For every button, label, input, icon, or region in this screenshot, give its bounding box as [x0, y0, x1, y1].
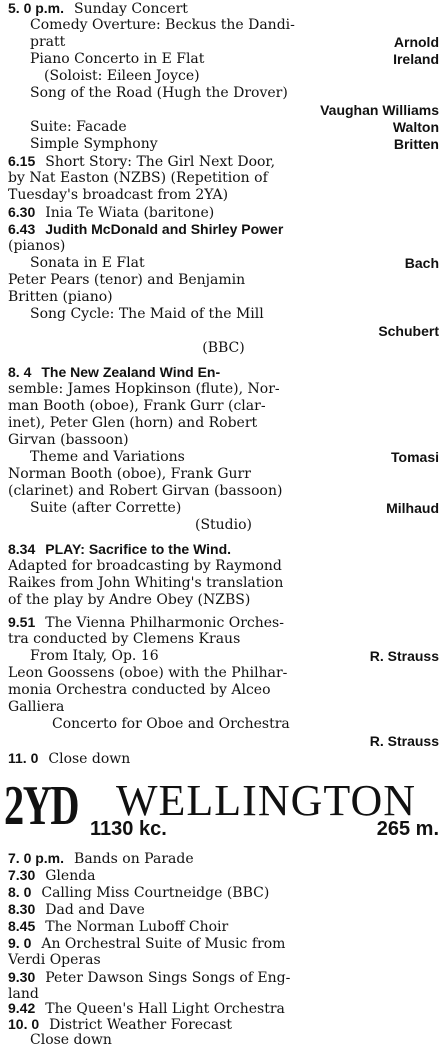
listing-line	[8, 750, 439, 767]
listing-line	[8, 381, 439, 398]
listing-line	[8, 466, 439, 483]
time-label: 9. 0	[8, 935, 32, 951]
listing-line	[8, 255, 439, 272]
listing-line	[8, 306, 439, 323]
programme-text: Calling Miss Courtneidge (BBC)	[41, 885, 270, 901]
time-label: 7. 0 p.m.	[8, 850, 65, 866]
listing-line	[8, 85, 439, 102]
programme-text: The Norman Luboff Choir	[45, 919, 229, 935]
listing-line	[8, 187, 439, 204]
programme-text: by Nat Easton (NZBS) (Repetition of	[8, 170, 268, 186]
listing-line	[8, 1016, 439, 1033]
listing-line	[8, 0, 439, 17]
time-label: 11. 0	[8, 750, 39, 766]
composer-name: Ireland	[393, 51, 439, 67]
listing-line	[8, 918, 439, 935]
time-label: 8.34	[8, 541, 36, 557]
programme-text: of the play by Andre Obey (NZBS)	[8, 592, 251, 608]
listing-line	[8, 340, 439, 357]
listing-line	[8, 34, 439, 51]
time-label: 5. 0 p.m.	[8, 0, 65, 16]
programme-text: Galliera	[8, 699, 65, 715]
time-label: 6.43	[8, 221, 36, 237]
listing-line	[8, 449, 439, 466]
composer-name: Milhaud	[386, 500, 439, 516]
listing-line	[8, 733, 439, 750]
listing-line	[8, 614, 439, 631]
programme-text: Comedy Overture: Beckus the Dandi-	[30, 17, 295, 33]
time-label: 8.45	[8, 918, 36, 934]
listing-line	[8, 483, 439, 500]
programme-text: (clarinet) and Robert Girvan (bassoon)	[8, 483, 283, 499]
programme-text: Tuesday's broadcast from 2YA)	[8, 187, 229, 203]
listing-line	[8, 541, 439, 558]
listing-line	[8, 68, 439, 85]
programme-text: Judith McDonald and Shirley Power	[45, 221, 284, 237]
listing-line	[8, 558, 439, 575]
listing-line	[8, 51, 439, 68]
listing-line	[8, 136, 439, 153]
composer-name: R. Strauss	[369, 648, 439, 664]
programme-text: Inia Te Wiata (baritone)	[45, 205, 215, 221]
listing-line	[8, 1000, 439, 1017]
listing-line	[8, 153, 439, 170]
composer-name: Walton	[392, 119, 439, 135]
composer-name: Tomasi	[391, 449, 439, 465]
station-wavelength: 265 m.	[376, 818, 439, 840]
listing-line	[8, 631, 439, 648]
time-label: 8. 4	[8, 364, 32, 380]
listing-line	[8, 665, 439, 682]
composer-name: Britten	[393, 136, 439, 152]
time-label: 7.30	[8, 867, 36, 883]
programme-text: (Soloist: Eileen Joyce)	[44, 68, 200, 84]
programme-text: man Booth (oboe), Frank Gurr (clar-	[8, 398, 266, 414]
composer-name: Vaughan Williams	[320, 102, 439, 118]
programme-text: Glenda	[45, 868, 96, 884]
time-label: 8.30	[8, 901, 36, 917]
programme-text: Peter Pears (tenor) and Benjamin	[8, 272, 246, 288]
time-label: 6.15	[8, 153, 36, 169]
programme-text: The Vienna Philharmonic Orches-	[45, 615, 284, 631]
listing-line	[8, 415, 439, 432]
programme-text: (pianos)	[8, 238, 66, 254]
listing-line	[8, 323, 439, 340]
programme-text: (Studio)	[194, 517, 253, 533]
listing-line	[8, 238, 439, 255]
composer-name: Arnold	[393, 34, 439, 50]
programme-text: Norman Booth (oboe), Frank Gurr	[8, 466, 251, 482]
listing-line	[8, 952, 439, 969]
programme-text: land	[8, 986, 39, 1002]
listing-line	[8, 1032, 439, 1049]
listing-line	[8, 867, 439, 884]
listing-line	[8, 364, 439, 381]
composer-name: Schubert	[378, 323, 439, 339]
composer-name: R. Strauss	[369, 733, 439, 749]
time-label: 6.30	[8, 204, 36, 220]
programme-text: monia Orchestra conducted by Alceo	[8, 682, 271, 698]
programme-text: inet), Peter Glen (horn) and Robert	[8, 415, 258, 431]
listing-line	[8, 935, 439, 952]
programme-text: Concerto for Oboe and Orchestra	[52, 716, 290, 732]
programme-text: tra conducted by Clemens Kraus	[8, 631, 241, 647]
programme-text: Peter Dawson Sings Songs of Eng-	[45, 970, 291, 986]
programme-text: Suite (after Corrette)	[30, 500, 182, 516]
programme-text: semble: James Hopkinson (flute), Nor-	[8, 381, 280, 397]
programme-text: Britten (piano)	[8, 289, 113, 305]
listing-line	[8, 500, 439, 517]
listing-line	[8, 699, 439, 716]
programme-text: Song of the Road (Hugh the Drover)	[30, 85, 288, 101]
listing-line	[8, 884, 439, 901]
time-label: 9.51	[8, 614, 36, 630]
programme-text: pratt	[30, 34, 66, 50]
station-callsign: 2YD	[4, 775, 79, 837]
listing-line	[8, 575, 439, 592]
listing-line	[8, 221, 439, 238]
programme-text: Suite: Facade	[30, 119, 127, 135]
programme-text: Close down	[48, 751, 131, 767]
listing-line	[8, 272, 439, 289]
programme-text: PLAY: Sacrifice to the Wind.	[45, 541, 232, 557]
listing-line	[8, 432, 439, 449]
listing-line	[8, 102, 439, 119]
programme-text: Theme and Variations	[30, 449, 185, 465]
station-city: WELLINGTON	[116, 776, 416, 825]
listing-line	[8, 969, 439, 986]
programme-text: Short Story: The Girl Next Door,	[45, 154, 276, 170]
listing-line	[8, 716, 439, 733]
programme-text: From Italy, Op. 16	[30, 648, 159, 664]
listing-line	[8, 289, 439, 306]
programme-text: Verdi Operas	[8, 952, 101, 968]
listing-line	[8, 901, 439, 918]
programme-text: Adapted for broadcasting by Raymond	[8, 558, 282, 574]
programme-text: District Weather Forecast	[49, 1017, 233, 1033]
listing-line	[8, 682, 439, 699]
programme-text: Sunday Concert	[74, 1, 188, 17]
time-label: 8. 0	[8, 884, 32, 900]
programme-text: Sonata in E Flat	[30, 255, 145, 271]
programme-text: The New Zealand Wind En-	[41, 364, 221, 380]
listing-line	[8, 119, 439, 136]
programme-text: Song Cycle: The Maid of the Mill	[30, 306, 264, 322]
programme-text: An Orchestral Suite of Music from	[41, 936, 286, 952]
programme-text: Girvan (bassoon)	[8, 432, 129, 448]
programme-text: Simple Symphony	[30, 136, 158, 152]
composer-name: Bach	[404, 255, 439, 271]
time-label: 9.42	[8, 1000, 36, 1016]
listing-line	[8, 170, 439, 187]
listing-line	[8, 850, 439, 867]
programme-text: Close down	[30, 1032, 112, 1048]
programme-text: Bands on Parade	[74, 851, 194, 867]
programme-text: Raikes from John Whiting's translation	[8, 575, 284, 591]
programme-text: (BBC)	[202, 340, 245, 356]
listing-line	[8, 517, 439, 534]
time-label: 9.30	[8, 969, 36, 985]
station-heading	[4, 776, 443, 848]
listing-line	[8, 204, 439, 221]
station-frequency: 1130 kc.	[90, 818, 167, 840]
programme-text: Piano Concerto in E Flat	[30, 51, 205, 67]
listing-line	[8, 398, 439, 415]
programme-text: The Queen's Hall Light Orchestra	[45, 1001, 285, 1017]
time-label: 10. 0	[8, 1016, 40, 1032]
programme-text: Dad and Dave	[45, 902, 145, 918]
listing-line	[8, 17, 439, 34]
listing-line	[8, 592, 439, 609]
listing-line	[8, 648, 439, 665]
programme-text: Leon Goossens (oboe) with the Philhar-	[8, 665, 288, 681]
